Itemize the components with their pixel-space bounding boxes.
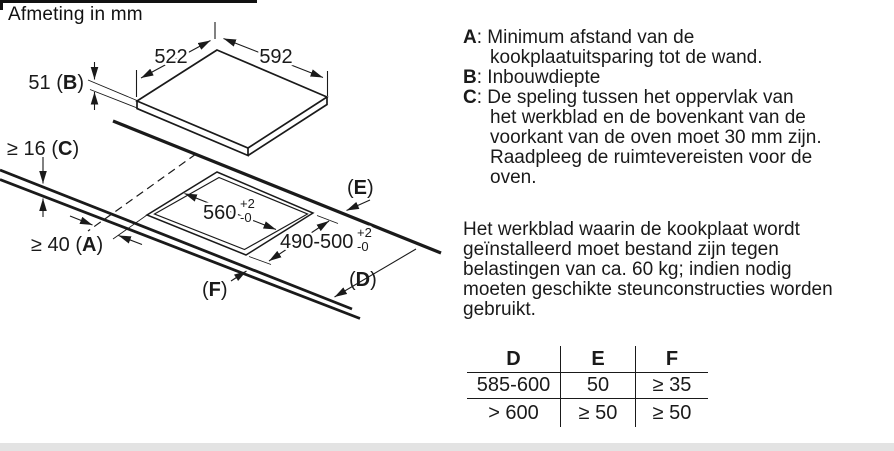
svg-text:+2: +2 (357, 225, 372, 240)
svg-text:-0: -0 (357, 239, 369, 254)
svg-text:+2: +2 (240, 196, 255, 211)
label-f: (F) (202, 279, 228, 301)
legend-key-a: A (463, 27, 477, 48)
footer-gray-bar (0, 443, 894, 451)
table-cell: 585-600 (467, 373, 560, 399)
table-header-d: D (467, 346, 560, 373)
table-header-f: F (635, 346, 708, 373)
svg-text:-0: -0 (240, 210, 252, 225)
page-title: Afmeting in mm (8, 4, 143, 25)
svg-text:560: 560 (203, 202, 237, 224)
legend-key-b: B (463, 67, 477, 88)
svg-text:490-500: 490-500 (280, 231, 354, 253)
label-d: (D) (349, 269, 377, 291)
legend-item-a: A: Minimum afstand van de kookplaatuitsparing tot de wand. (463, 27, 763, 68)
legend-item-b: B: Inbouwdiepte (463, 67, 601, 88)
installation-diagram (0, 0, 460, 335)
table-header-e: E (560, 346, 635, 373)
dim-40-a-label: ≥ 40 (A) (31, 234, 104, 256)
legend-key-c: C (463, 87, 477, 108)
dim-51-b-label: 51 (B) (28, 72, 84, 94)
legend-and-notes (463, 28, 891, 320)
dimension-51-b (88, 62, 139, 110)
table-cell: ≥ 35 (635, 373, 708, 399)
dimension-table (467, 346, 708, 427)
table-cell: 50 (560, 373, 635, 399)
label-e-arrow (347, 200, 371, 211)
dim-490-500-label (280, 225, 372, 254)
table-cell: ≥ 50 (560, 399, 635, 427)
legend-item-c: C: De speling tussen het oppervlak van het werkblad en de bovenkant van de voorkant van de oven moet 30 mm zijn. Raadpleeg de ruimtevereisten voor de oven. (463, 87, 822, 188)
dim-16-c-label: ≥ 16 (C) (7, 138, 80, 160)
table-cell: ≥ 50 (635, 399, 708, 427)
dim-592-label: 592 (259, 46, 293, 68)
table-cell: > 600 (488, 401, 539, 424)
dim-522-label: 522 (154, 46, 188, 68)
label-e: (E) (347, 177, 374, 199)
worktop-note-paragraph: Het werkblad waarin de kookplaat wordt geïnstalleerd moet bestand zijn tegen belastingen van ca. 60 kg; indien nodig moeten geschikte steunconstructies worden gebruikt. (463, 219, 833, 320)
